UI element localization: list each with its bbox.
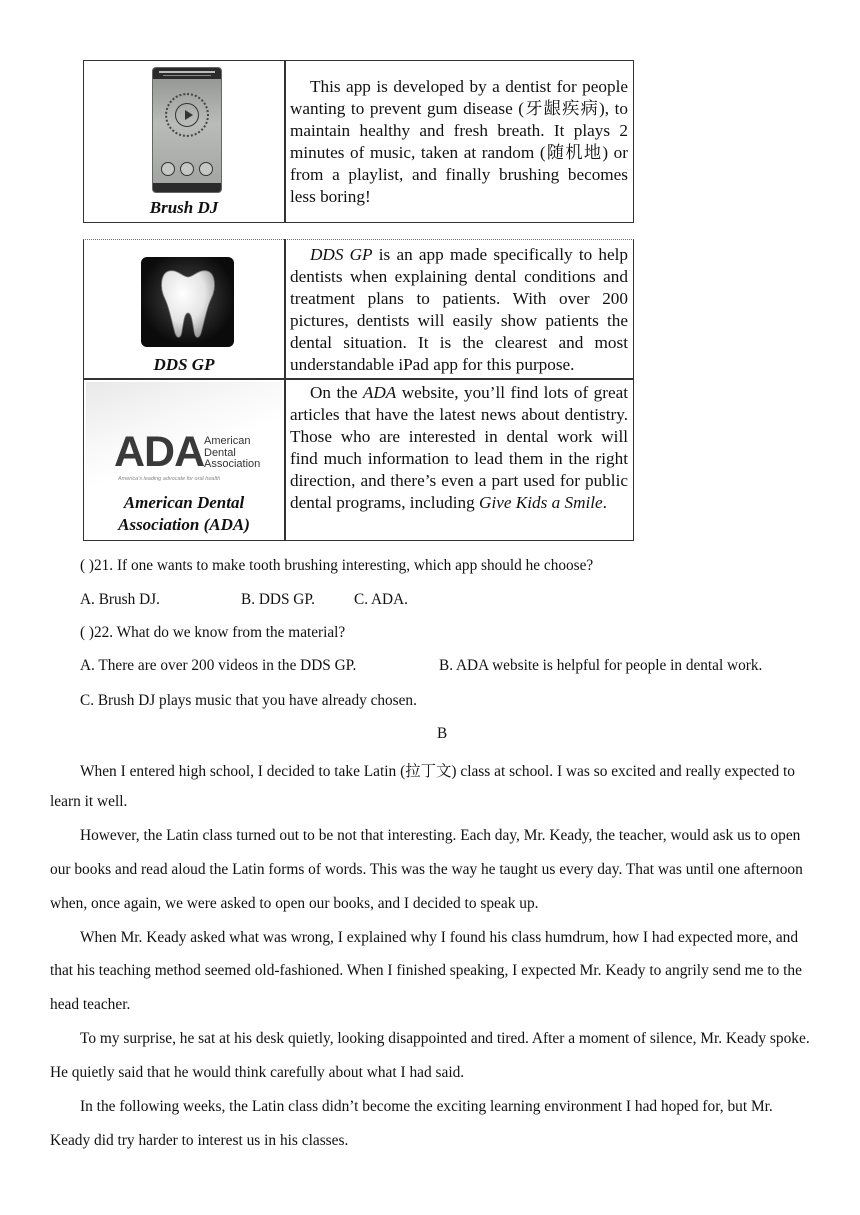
option-21-c: C. ADA. [354, 591, 408, 608]
question-22: ( )22. What do we know from the material? [80, 624, 346, 641]
option-21-a: A. Brush DJ. [80, 591, 160, 608]
dds-gp-description-text: is an app made specifically to help dentists when explaining dental conditions and treatment plans to patients. With over 200 pictures, dentists will easily show patients the dental situation. It is the clearest and most understandable iPad app for this purpose. [290, 245, 628, 374]
passage-line: when, once again, we were asked to open our books, and I decided to speak up. [50, 895, 539, 912]
app-name-ada [86, 492, 282, 536]
option-22-c: C. Brush DJ plays music that you have already chosen. [80, 692, 417, 709]
option-22-b: B. ADA website is helpful for people in dental work. [439, 657, 763, 674]
dds-gp-description [290, 244, 628, 376]
ada-logo-word: Association [204, 458, 261, 470]
ada-desc-start: On the [310, 383, 363, 402]
passage-line: In the following weeks, the Latin class didn’t become the exciting learning environment I had hoped for, but Mr. [80, 1098, 773, 1115]
app-name-ada-line2: Association (ADA) [118, 515, 250, 534]
option-21-b: B. DDS GP. [241, 591, 315, 608]
tooth-icon [141, 257, 234, 347]
dds-gp-inline-name: DDS GP [310, 245, 373, 264]
passage-line: that his teaching method seemed old-fashioned. When I finished speaking, I expected Mr. Keady to angrily send me to the [50, 962, 802, 979]
passage-line: head teacher. [50, 996, 131, 1013]
option-22-a: A. There are over 200 videos in the DDS GP. [80, 657, 357, 674]
app-name-dds-gp: DDS GP [153, 355, 215, 374]
section-label: B [437, 725, 448, 742]
table-row-divider [83, 378, 634, 380]
ada-logo-words [204, 436, 260, 471]
ada-desc-dot: . [602, 493, 607, 512]
ada-desc-program: Give Kids a Smile [479, 493, 603, 512]
passage-line: However, the Latin class turned out to be not that interesting. Each day, Mr. Keady, the teacher, would ask us to open [80, 827, 801, 844]
ada-logo-icon: ADA [114, 428, 205, 476]
passage-line: When Mr. Keady asked what was wrong, I explained why I found his class humdrum, how I had expected more, and [80, 929, 799, 946]
brush-dj-description: This app is developed by a dentist for people wanting to prevent gum disease (牙龈疾病), to maintain healthy and fresh breath. It plays 2 minutes of music, taken at random (随机地) or from a playlist, and finally brushing becomes less boring! [290, 77, 628, 206]
ada-description [290, 382, 628, 514]
table-divider [284, 60, 286, 223]
passage-line: When I entered high school, I decided to take Latin (拉丁文) class at school. I was so excited and really expected to [80, 763, 795, 780]
ada-logo-word: American [204, 435, 251, 447]
ada-desc-middle: website, you’ll find lots of great articles that have the latest news about dentistry. Those who are interested in dental work will find much information to lead them in the right direction, and there’s even a part used for public dental programs, including [290, 383, 628, 512]
ada-logo-tagline: America's leading advocate for oral health [118, 476, 221, 482]
passage-line: To my surprise, he sat at his desk quietly, looking disappointed and tired. After a moment of silence, Mr. Keady spoke. [80, 1030, 810, 1047]
passage-line: Keady did try harder to interest us in his classes. [50, 1132, 349, 1149]
passage-line: He quietly said that he would think carefully about what I had said. [50, 1064, 465, 1081]
passage-line: learn it well. [50, 793, 128, 810]
app-name-brush-dj: Brush DJ [149, 198, 219, 217]
table-divider [284, 239, 286, 541]
ada-desc-italic: ADA [362, 383, 397, 402]
ada-logo-word: Dental [204, 446, 236, 459]
brush-dj-phone-icon [152, 67, 222, 193]
app-name-ada-line1: American Dental [123, 493, 245, 512]
question-21: ( )21. If one wants to make tooth brushing interesting, which app should he choose? [80, 557, 594, 574]
passage-line: our books and read aloud the Latin forms of words. This was the way he taught us every day. That was until one afternoon [50, 861, 803, 878]
